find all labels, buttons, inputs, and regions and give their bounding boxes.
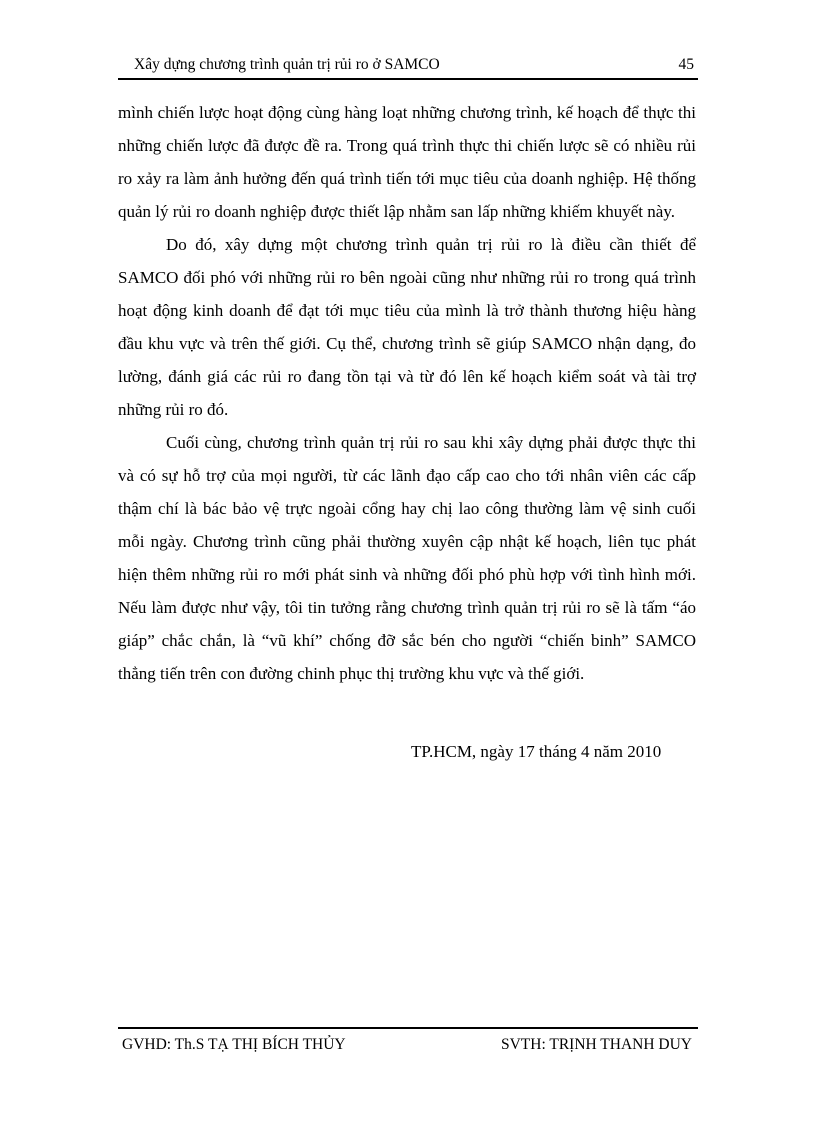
footer-advisor: GVHD: Th.S TẠ THỊ BÍCH THỦY — [122, 1036, 346, 1053]
body-text — [118, 96, 696, 690]
page-number: 45 — [678, 56, 694, 73]
date-line: TP.HCM, ngày 17 tháng 4 năm 2010 — [411, 742, 662, 761]
paragraph-1: mình chiến lược hoạt động cùng hàng loạt những chương trình, kế hoạch để thực thi những chiến lược đã được đề ra. Trong quá trình thực thi chiến lược sẽ có nhiều rủi ro xảy ra làm ảnh hưởng đến quá trình tiến tới mục tiêu của doanh nghiệp. Hệ thống quản lý rủi ro doanh nghiệp được thiết lập nhằm san lấp những khiếm khuyết này. — [118, 103, 696, 221]
page-footer — [118, 1027, 698, 1059]
page-header — [118, 52, 698, 80]
header-title: Xây dựng chương trình quản trị rủi ro ở SAMCO — [134, 56, 440, 73]
paragraph-2: Do đó, xây dựng một chương trình quản trị rủi ro là điều cần thiết để SAMCO đối phó với những rủi ro bên ngoài cũng như những rủi ro trong quá trình hoạt động kinh doanh để đạt tới mục tiêu của mình là trở thành thương hiệu hàng đầu khu vực và trên thế giới. Cụ thể, chương trình sẽ giúp SAMCO nhận dạng, đo lường, đánh giá các rủi ro đang tồn tại và từ đó lên kế hoạch kiểm soát và tài trợ những rủi ro đó. — [118, 235, 696, 419]
footer-student: SVTH: TRỊNH THANH DUY — [500, 1036, 692, 1053]
paragraph-3: Cuối cùng, chương trình quản trị rủi ro sau khi xây dựng phải được thực thi và có sự hỗ trợ của mọi người, từ các lãnh đạo cấp cao cho tới nhân viên các cấp thậm chí là bác bảo vệ trực ngoài cổng hay chị lao công thường làm vệ sinh cuối mỗi ngày. Chương trình cũng phải thường xuyên cập nhật kế hoạch, liên tục phát hiện thêm những rủi ro mới phát sinh và những đối phó phù hợp với tình hình mới. Nếu làm được như vậy, tôi tin tưởng rằng chương trình quản trị rủi ro sẽ là tấm “áo giáp” chắc chắn, là “vũ khí” chống đỡ sắc bén cho người “chiến binh” SAMCO thẳng tiến trên con đường chinh phục thị trường khu vực và thế giới. — [118, 433, 696, 683]
